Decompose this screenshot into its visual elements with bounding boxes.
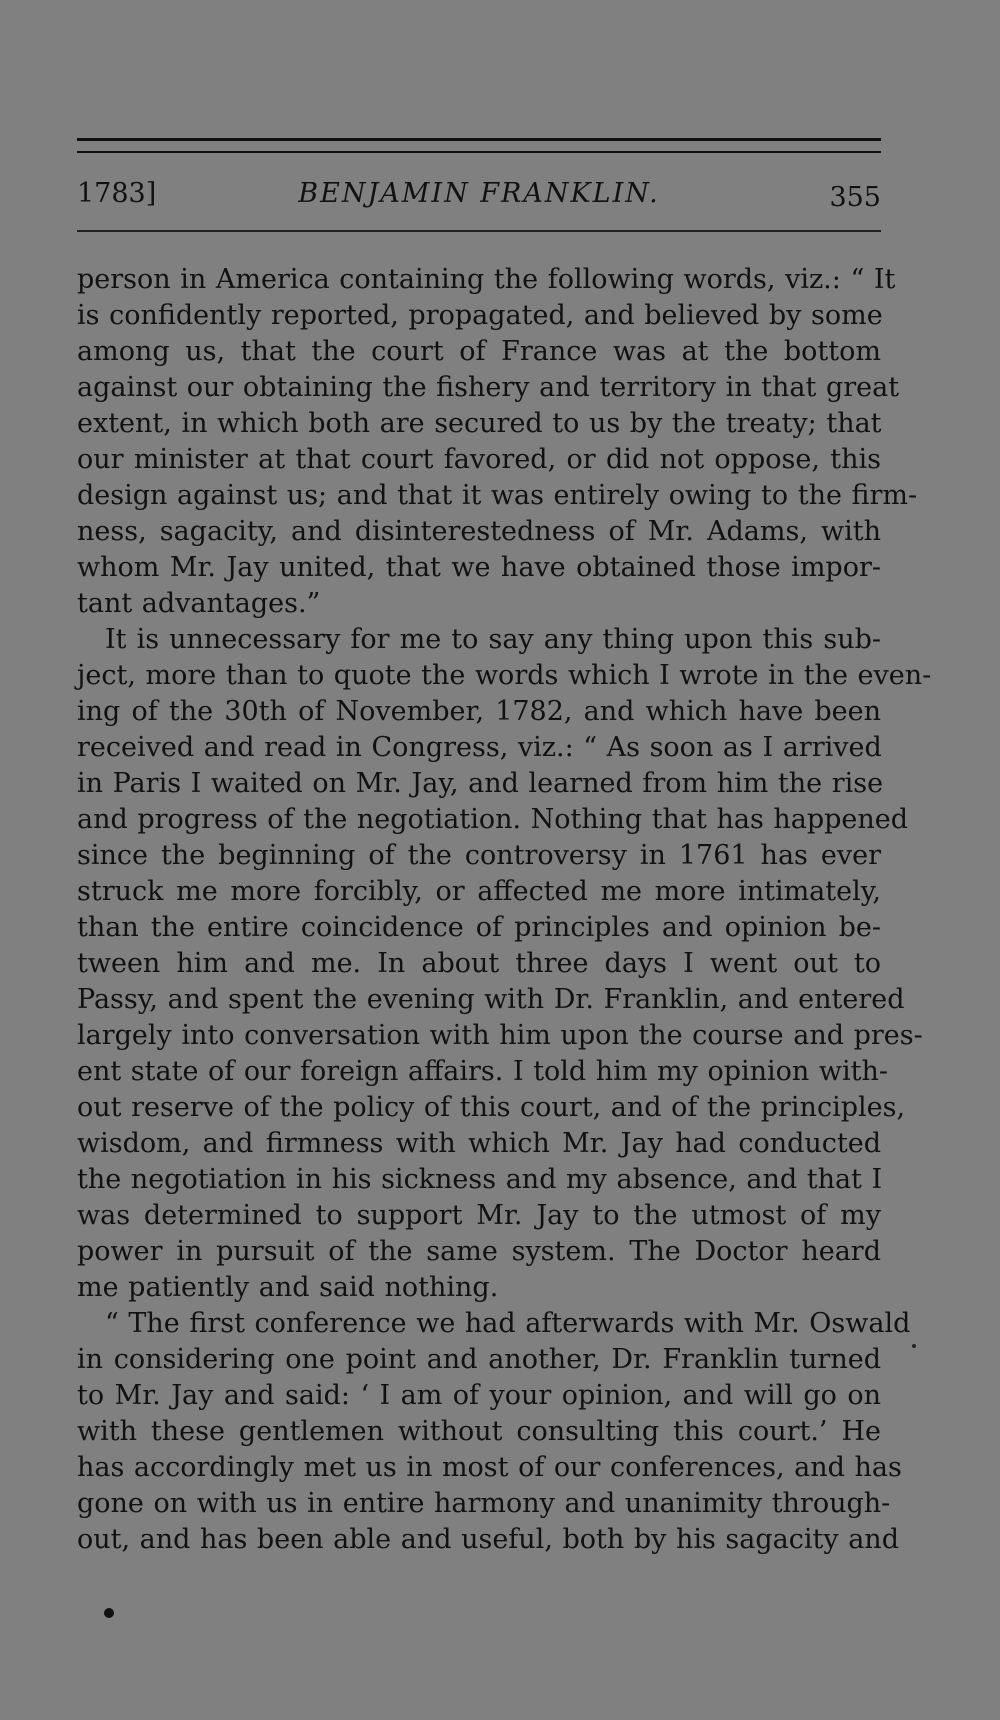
text-line: extent, in which both are secured to us by the treaty; that	[77, 408, 882, 439]
text-line: since the beginning of the controversy in 1761 has ever	[77, 840, 881, 871]
text-line: wisdom, and firmness with which Mr. Jay had conducted	[77, 1128, 881, 1159]
text-line: is confidently reported, propagated, and believed by some	[77, 300, 883, 331]
page-number: 355	[829, 182, 881, 213]
text-line: the negotiation in his sickness and my absence, and that I	[77, 1164, 883, 1195]
text-line: ing of the 30th of November, 1782, and which have been	[77, 696, 881, 727]
header-rule-bottom	[77, 230, 881, 232]
text-line: in considering one point and another, Dr. Franklin turned	[77, 1344, 881, 1375]
text-line: design against us; and that it was entirely owing to the firm-	[77, 480, 918, 511]
running-head	[77, 172, 881, 216]
text-line: person in America containing the following words, viz.: “ It	[77, 264, 896, 295]
text-line: It is unnecessary for me to say any thing upon this sub-	[105, 624, 881, 655]
running-head-year: 1783]	[77, 178, 157, 209]
text-line: largely into conversation with him upon the course and pres-	[77, 1020, 923, 1051]
text-line: whom Mr. Jay united, that we have obtained those impor-	[77, 552, 881, 583]
text-line: struck me more forcibly, or affected me more intimately,	[77, 876, 881, 907]
running-head-title: BENJAMIN FRANKLIN.	[298, 178, 660, 209]
bullet-mark	[104, 1608, 114, 1618]
header-rule-thin	[77, 151, 881, 153]
text-line: in Paris I waited on Mr. Jay, and learned from him the rise	[77, 768, 884, 799]
text-line: tween him and me. In about three days I went out to	[77, 948, 881, 979]
text-line: ness, sagacity, and disinterestedness of Mr. Adams, with	[77, 516, 881, 547]
text-line: than the entire coincidence of principles and opinion be-	[77, 912, 881, 943]
header-rule-thick	[77, 138, 881, 141]
text-line: “ The first conference we had afterwards with Mr. Oswald	[105, 1308, 911, 1339]
text-line: with these gentlemen without consulting this court.’ He	[77, 1416, 881, 1447]
text-line: power in pursuit of the same system. The Doctor heard	[77, 1236, 881, 1267]
text-line: tant advantages.”	[77, 588, 321, 619]
text-line: out reserve of the policy of this court, and of the principles,	[77, 1092, 906, 1123]
text-line: gone on with us in entire harmony and unanimity through-	[77, 1488, 891, 1519]
text-line: received and read in Congress, viz.: “ As soon as I arrived	[77, 732, 882, 763]
text-line: out, and has been able and useful, both by his sagacity and	[77, 1524, 899, 1555]
text-line: our minister at that court favored, or did not oppose, this	[77, 444, 881, 475]
text-line: ject, more than to quote the words which I wrote in the even-	[77, 660, 932, 691]
text-line: and progress of the negotiation. Nothing that has happened	[77, 804, 909, 835]
text-line: against our obtaining the fishery and territory in that great	[77, 372, 900, 403]
text-line: was determined to support Mr. Jay to the utmost of my	[77, 1200, 881, 1231]
text-line: has accordingly met us in most of our conferences, and has	[77, 1452, 902, 1483]
body-text	[77, 262, 932, 1558]
text-line: me patiently and said nothing.	[77, 1272, 499, 1303]
text-line: to Mr. Jay and said: ‘ I am of your opinion, and will go on	[77, 1380, 881, 1411]
text-line: Passy, and spent the evening with Dr. Franklin, and entered	[77, 984, 905, 1015]
text-line: ent state of our foreign affairs. I told him my opinion with-	[77, 1056, 888, 1087]
margin-speck	[912, 1344, 916, 1348]
text-line: among us, that the court of France was at the bottom	[77, 336, 881, 367]
